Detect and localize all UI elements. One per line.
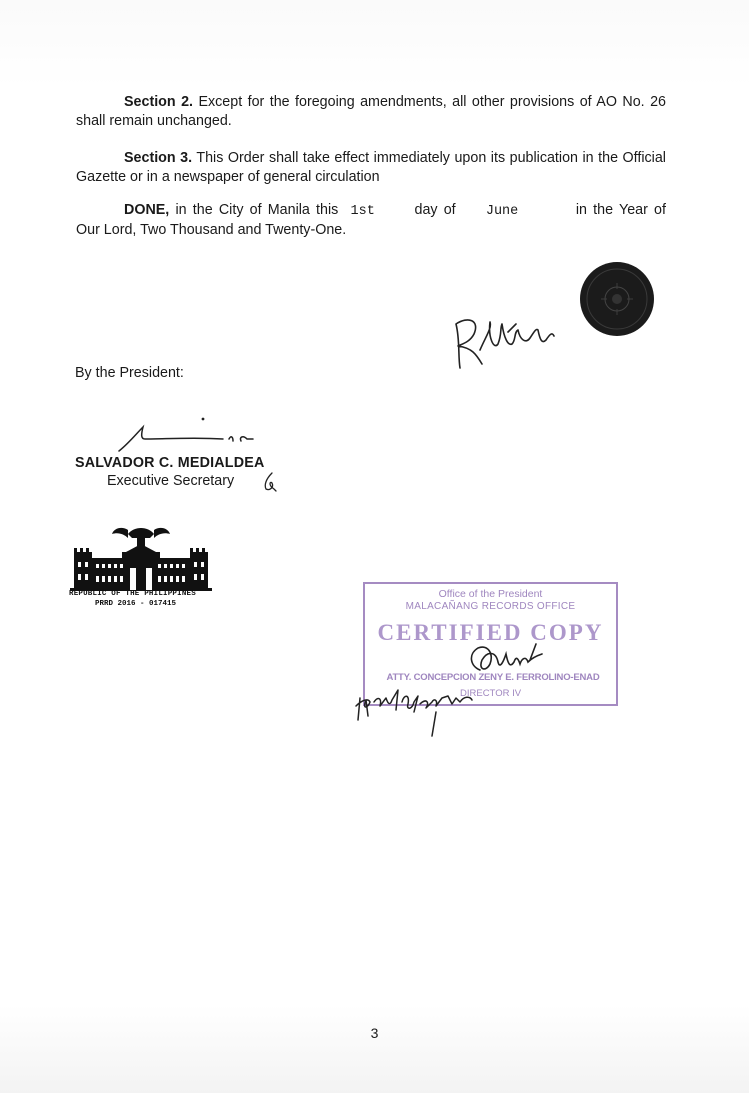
page-number: 3	[370, 1025, 379, 1041]
done-paragraph	[76, 201, 666, 240]
done-text-before: in the City of Manila this	[175, 202, 339, 218]
stamp-heading: CERTIFIED COPY	[377, 620, 604, 645]
section-2-text: Except for the foregoing amendments, all other provisions of AO No. 26 shall remain unchanged.	[76, 94, 666, 129]
initial-mark	[262, 471, 278, 493]
section-3-paragraph	[76, 149, 666, 187]
done-label: DONE,	[124, 202, 170, 218]
certifier-signature	[460, 640, 555, 680]
executive-secretary-name: SALVADOR C. MEDIALDEA	[75, 455, 265, 471]
logo-caption-republic: REPUBLIC OF THE PHILIPPINES	[69, 590, 196, 598]
done-text-after: in the Year of Our Lord, Two Thousand and Twenty-One.	[76, 202, 666, 238]
section-3-label: Section 3.	[124, 150, 193, 166]
stamp-position: DIRECTOR IV	[460, 688, 522, 699]
section-3-text: This Order shall take effect immediately upon its publication in the Official Gazette or in a newspaper of general circulation	[76, 150, 666, 185]
section-2-label: Section 2.	[124, 94, 193, 110]
executive-secretary-signature	[115, 415, 255, 453]
stamp-records-office: MALACAÑANG RECORDS OFFICE	[405, 601, 576, 612]
presidential-seal-icon	[579, 261, 655, 337]
done-text-middle: day of	[414, 202, 456, 218]
executive-secretary-title: Executive Secretary	[107, 473, 235, 489]
dated-initials-signature	[352, 676, 492, 738]
president-signature	[450, 310, 565, 372]
done-day: 1st	[350, 204, 375, 219]
section-2-paragraph	[76, 93, 666, 131]
logo-caption-code: PRRD 2016 - 017415	[95, 600, 177, 608]
by-the-president-label: By the President:	[75, 365, 184, 381]
done-month: June	[485, 204, 519, 219]
stamp-attorney: ATTY. CONCEPCION ZENY E. FERROLINO-ENAD	[386, 672, 600, 683]
stamp-office: Office of the President	[438, 588, 543, 600]
